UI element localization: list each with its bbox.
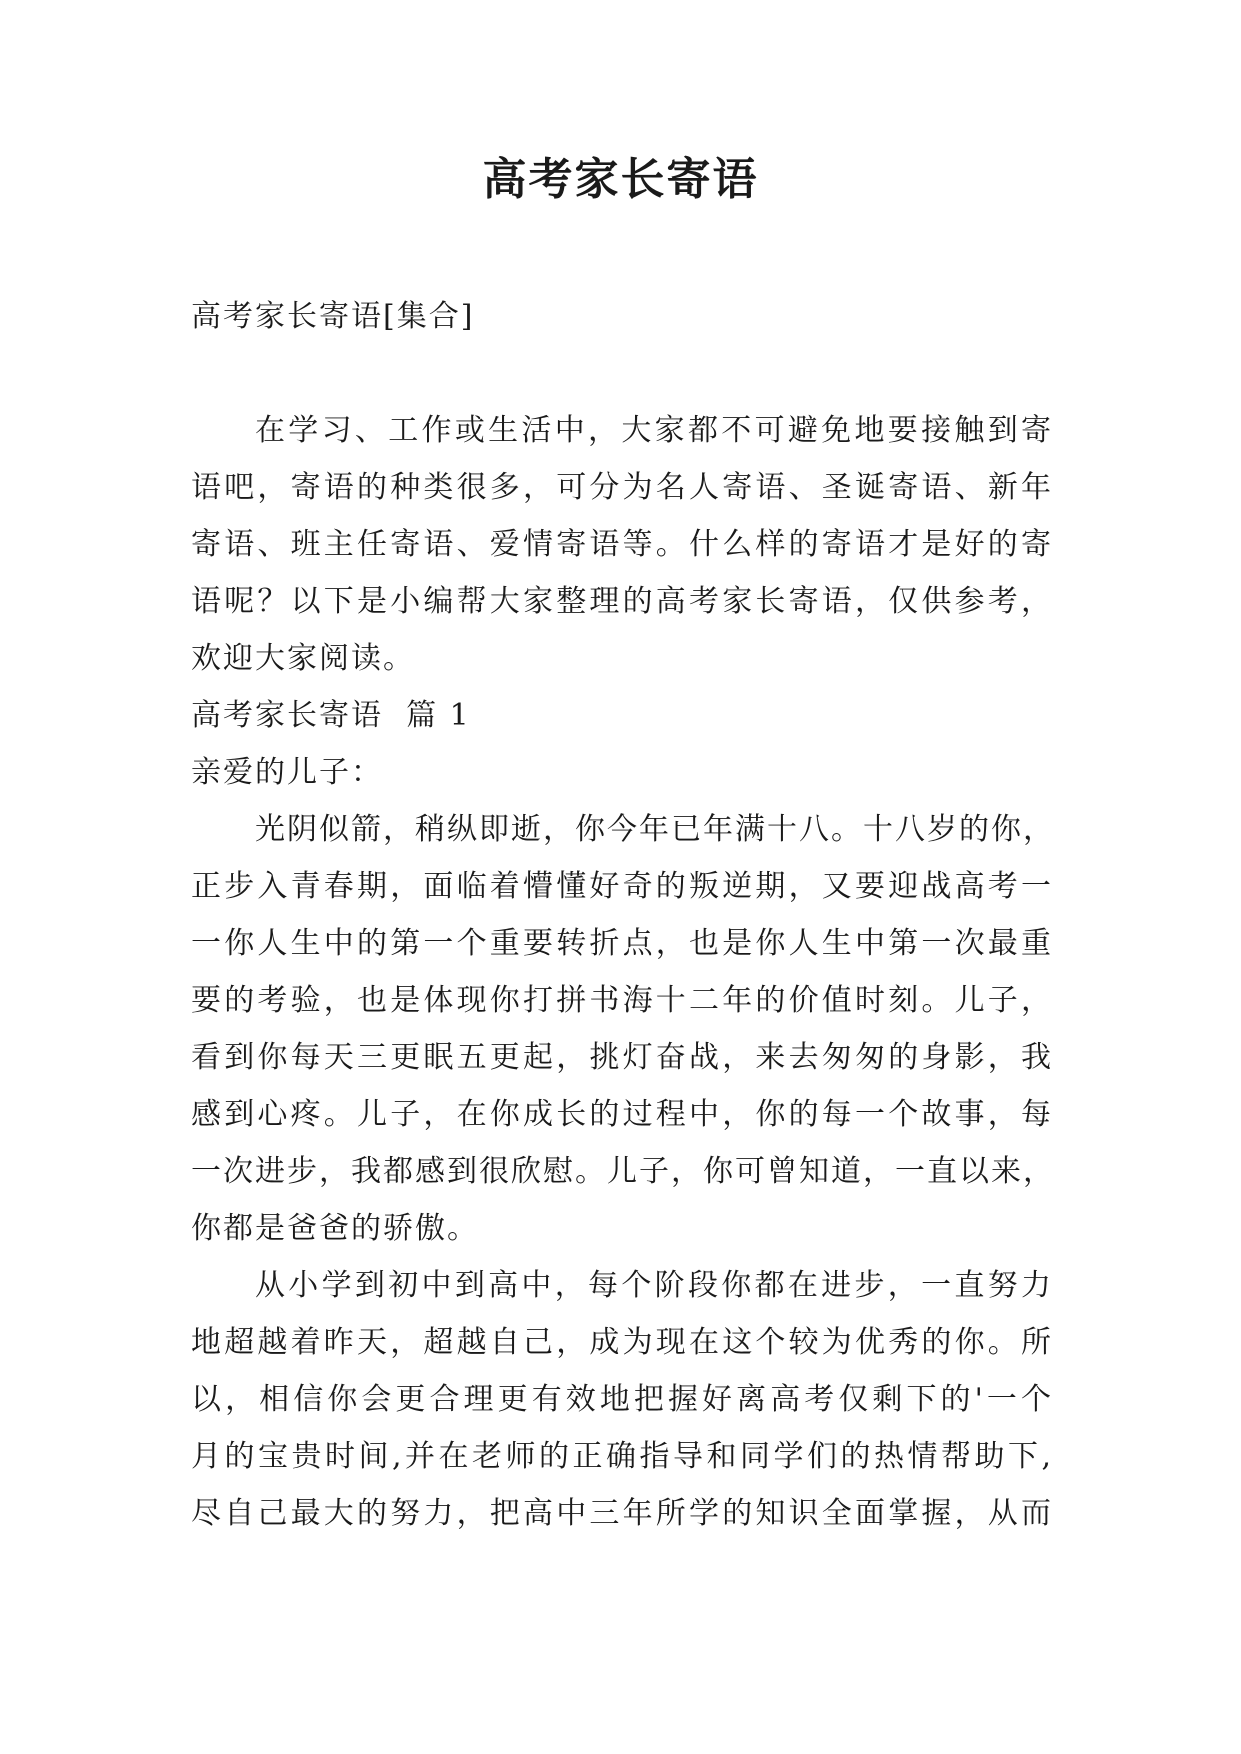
paragraph-line: 一你人生中的第一个重要转折点，也是你人生中第一次最重 [191,926,1053,961]
paragraph-line: 感到心疼。儿子，在你成长的过程中，你的每一个故事，每 [191,1097,1053,1132]
paragraph-line: 从小学到初中到高中，每个阶段你都在进步，一直努力 [255,1268,1053,1303]
paragraph-line: 寄语、班主任寄语、爱情寄语等。什么样的寄语才是好的寄 [191,527,1053,562]
document-body [191,288,1053,1542]
paragraph-line: 一次进步，我都感到很欣慰。儿子，你可曾知道，一直以来， [191,1154,1055,1189]
salutation: 亲爱的儿子： [191,755,383,790]
paragraph-line: 看到你每天三更眠五更起，挑灯奋战，来去匆匆的身影，我 [191,1040,1053,1075]
paragraph-line: 地超越着昨天，超越自己，成为现在这个较为优秀的你。所 [191,1325,1053,1360]
paragraph-line: 你都是爸爸的骄傲。 [191,1211,479,1246]
document-title: 高考家长寄语 [482,154,759,205]
letter-paragraph-1 [191,801,1053,1257]
paragraph-line: 尽自己最大的努力，把高中三年所学的知识全面掌握，从而 [191,1496,1053,1531]
intro-paragraph [191,402,1053,687]
paragraph-line: 月的宝贵时间,并在老师的正确指导和同学们的热情帮助下, [191,1439,1053,1474]
paragraph-line: 欢迎大家阅读。 [191,641,415,676]
paragraph-line: 正步入青春期，面临着懵懂好奇的叛逆期，又要迎战高考一 [191,869,1053,904]
paragraph-line: 在学习、工作或生活中，大家都不可避免地要接触到寄 [255,413,1053,448]
paragraph-line: 语吧，寄语的种类很多，可分为名人寄语、圣诞寄语、新年 [191,470,1053,505]
section-heading: 高考家长寄语 篇 1 [191,698,471,733]
document-subtitle: 高考家长寄语[集合] [191,299,475,334]
paragraph-line: 语呢？以下是小编帮大家整理的高考家长寄语，仅供参考， [191,584,1053,619]
paragraph-line: 要的考验，也是体现你打拼书海十二年的价值时刻。儿子， [191,983,1053,1018]
letter-paragraph-2 [191,1257,1053,1542]
paragraph-line: 光阴似箭，稍纵即逝，你今年已年满十八。十八岁的你， [255,812,1055,847]
blank-line [191,345,1053,402]
paragraph-line: 以，相信你会更合理更有效地把握好离高考仅剩下的'一个 [191,1382,1053,1417]
